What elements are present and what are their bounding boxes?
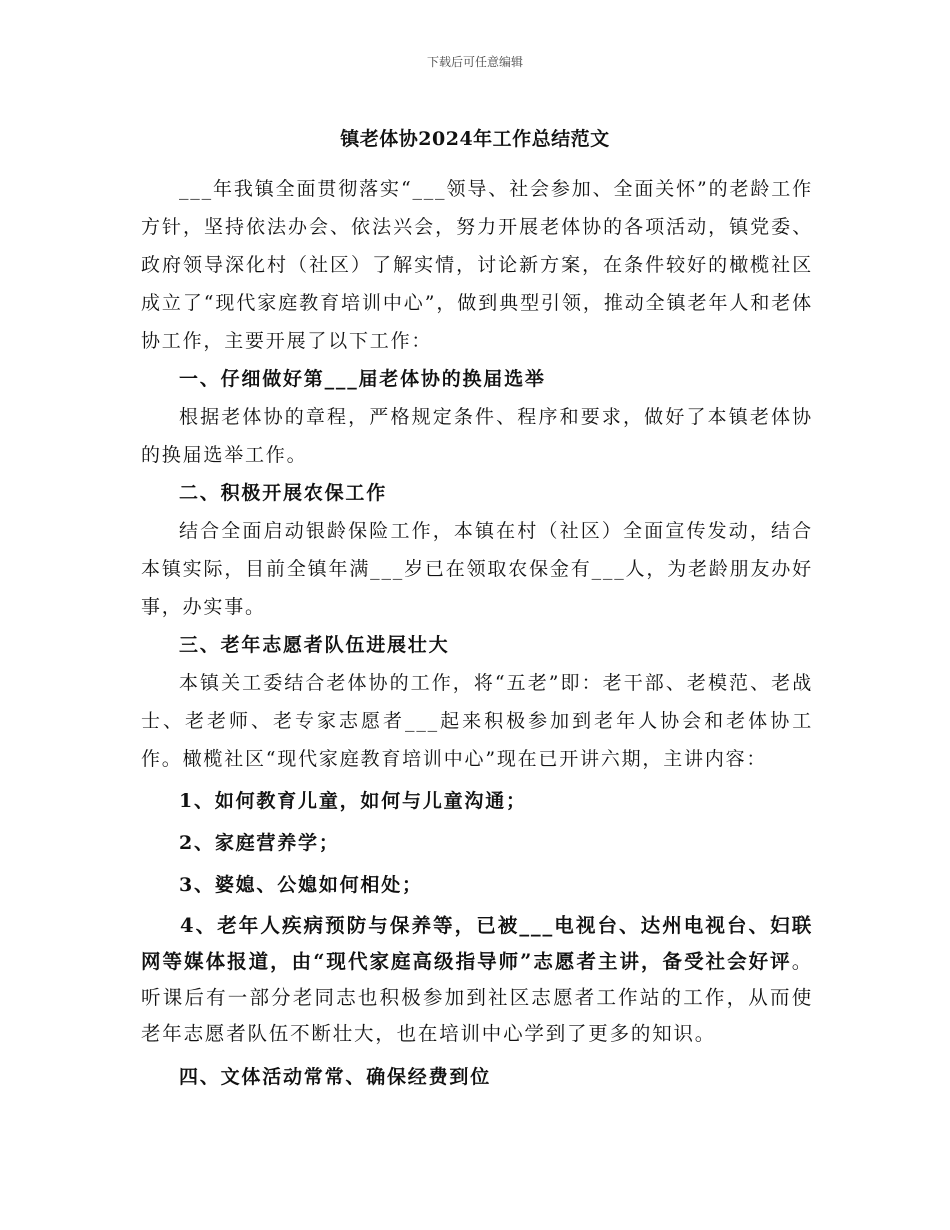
list-item-3: 3、婆媳、公媳如何相处； <box>179 874 423 896</box>
section-2-heading: 二、积极开展农保工作 <box>179 482 388 504</box>
section-1-body: 根据老体协的章程，严格规定条件、程序和要求，做好了本镇老体协的换届选举工作。 <box>141 406 813 466</box>
document-title: 镇老体协2024年工作总结范文 <box>340 128 610 150</box>
list-item-4-bold: 4、老年人疾病预防与保养等，已被___电视台、达州电视台、妇联网等媒体报道，由“现代家庭高级指导师”志愿者主讲，备受社会好评 <box>141 914 813 973</box>
section-2-body: 结合全面启动银龄保险工作，本镇在村（社区）全面宣传发动，结合本镇实际，目前全镇年满___岁已在领取农保金有___人，为老龄朋友办好事，办实事。 <box>141 520 813 618</box>
list-item-4 <box>141 908 813 1052</box>
intro-paragraph: ___年我镇全面贯彻落实“___领导、社会参加、全面关怀”的老龄工作方针，坚持依法办会、依法兴会，努力开展老体协的各项活动，镇党委、政府领导深化村（社区）了解实情，讨论新方案，在条件较好的橄榄社区成立了“现代家庭教育培训中心”，做到典型引领，推动全镇老年人和老体协工作，主要开展了以下工作： <box>141 178 813 352</box>
section-3-body: 本镇关工委结合老体协的工作，将“五老”即：老干部、老模范、老战士、老老师、老专家志愿者___起来积极参加到老年人协会和老体协工作。橄榄社区“现代家庭教育培训中心”现在已开讲六期，主讲内容： <box>141 672 813 770</box>
list-item-2: 2、家庭营养学； <box>179 832 340 854</box>
section-1-heading: 一、仔细做好第___届老体协的换届选举 <box>179 368 546 390</box>
list-item-4-rest: 。听课后有一部分老同志也积极参加到社区志愿者工作站的工作，从而使老年志愿者队伍不断壮大，也在培训中心学到了更多的知识。 <box>141 950 813 1045</box>
section-4-heading: 四、文体活动常常、确保经费到位 <box>179 1066 492 1088</box>
document-body <box>141 170 813 1096</box>
section-3-heading: 三、老年志愿者队伍进展壮大 <box>179 634 450 656</box>
header-note: 下载后可任意编辑 <box>426 55 523 69</box>
list-item-1: 1、如何教育儿童，如何与儿童沟通； <box>179 790 527 812</box>
